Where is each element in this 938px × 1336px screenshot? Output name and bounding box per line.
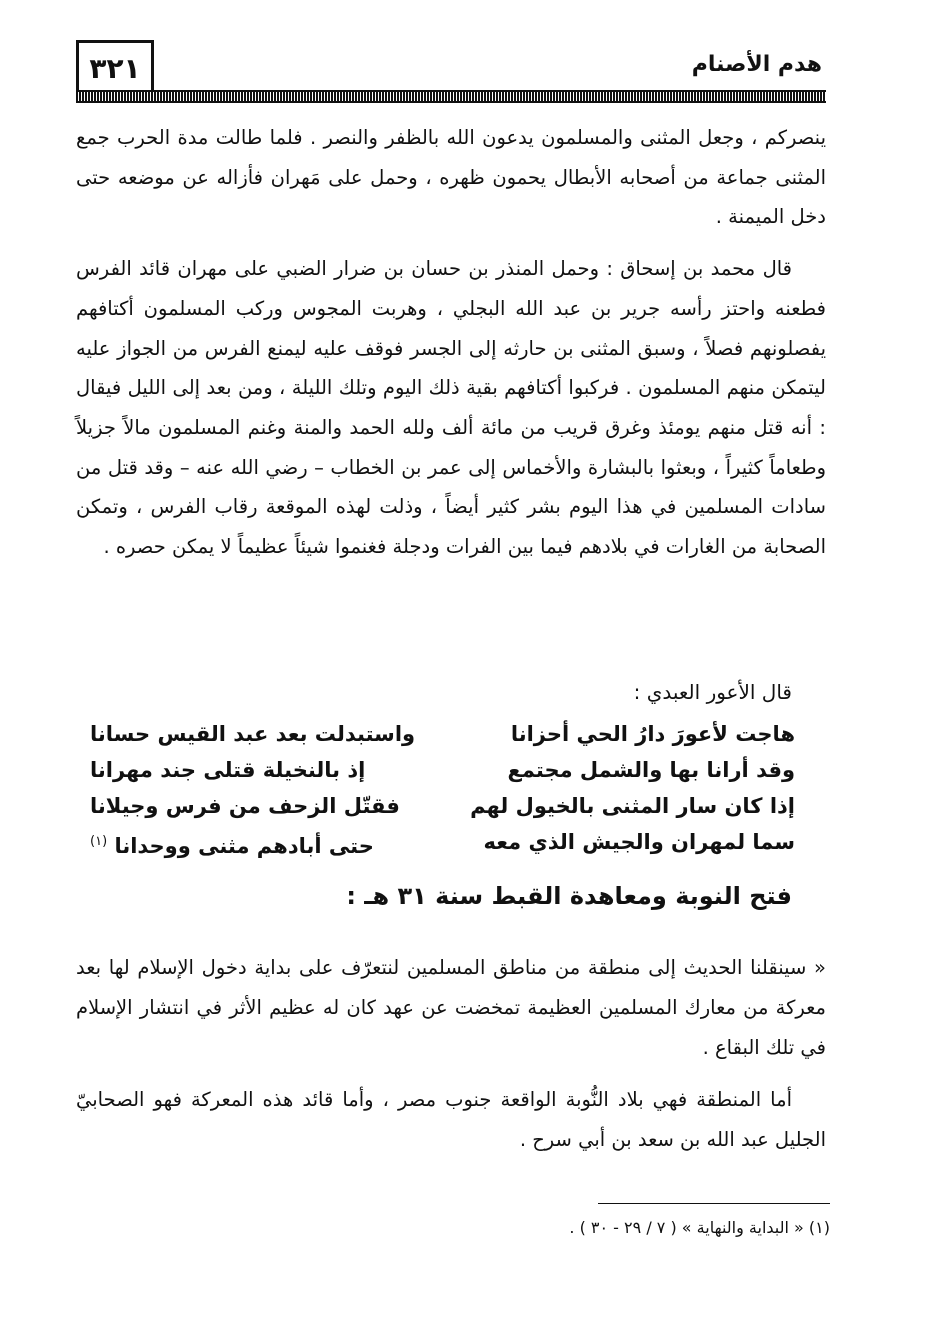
footnote: (١) « البداية والنهاية » ( ٧ / ٢٩ - ٣٠ ) . [569, 1218, 830, 1237]
verse-first-hemistich: إذا كان سار المثنى بالخيول لهم [470, 794, 795, 818]
running-title: هدم الأصنام [691, 52, 822, 77]
footnote-rule [598, 1203, 830, 1204]
verse-second-hemistich: واستبدلت بعد عبد القيس حسانا [90, 722, 416, 746]
paragraph: أما المنطقة فهي بلاد النُّوبة الواقعة جنوب مصر ، وأما قائد هذه المعركة فهو الصحابيّ الجليل عبد الله بن سعد بن أبي سرح . [76, 1088, 826, 1151]
header-rule [76, 90, 826, 103]
verse-first-hemistich: وقد أرانا بها والشمل مجتمع [507, 758, 795, 782]
verse-text: حتى أبادهم مثنى ووحدانا [114, 834, 374, 858]
page-header [76, 40, 826, 102]
verse-second-hemistich [90, 824, 374, 860]
poem-verse [90, 752, 795, 788]
page-number: ٣٢١ [76, 40, 154, 93]
verse-first-hemistich: سما لمهران والجيش الذي معه [483, 830, 795, 854]
verse-second-hemistich: إذ بالنخيلة قتلى جند مهرانا [90, 758, 366, 782]
poem [90, 716, 795, 860]
section-heading: فتح النوبة ومعاهدة القبط سنة ٣١ هـ : [346, 882, 792, 910]
verse-second-hemistich: فقتّل الزحف من فرس وجيلانا [90, 794, 400, 818]
poem-verse [90, 824, 795, 860]
paragraph: ينصركم ، وجعل المثنى والمسلمون يدعون الله بالظفر والنصر . فلما طالت مدة الحرب جمع المثنى جماعة من أصحابه الأبطال يحمون ظهره ، وحمل على مَهران فأزاله عن موضعه حتى دخل الميمنة . [76, 126, 826, 229]
verse-first-hemistich: هاجت لأعورَ دارُ الحي أحزانا [510, 722, 795, 746]
poem-verse [90, 716, 795, 752]
poem-intro: قال الأعور العبدي : [633, 680, 792, 704]
paragraph: قال محمد بن إسحاق : وحمل المنذر بن حسان بن ضرار الضبي على مهران قائد الفرس فطعنه واحتز رأسه جرير بن عبد الله البجلي ، وهربت المجوس وركب المسلمون أكتافهم يفصلونهم فصلاً ، وسبق المثنى بن حارثه إلى الجسر فوقف عليه ليمنع الفرس من الجواز عليه ليتمكن منهم المسلمون . فركبوا أكتافهم بقية ذلك اليوم وتلك الليلة ، ومن بعد إلى الليل فيقال : أنه قتل منهم يومئذ وغرق قريب من مائة ألف ولله الحمد والمنة وغنم المسلمون مالاً جزيلاً وطعاماً كثيراً ، وبعثوا بالبشارة والأخماس إلى عمر بن الخطاب – رضي الله عنه – وقد قتل من سادات المسلمين في هذا اليوم بشر كثير أيضاً ، وذلت لهذه الموقعة رقاب الفرس ، وتمكن الصحابة من الغارات في بلادهم فيما بين الفرات ودجلة فغنموا شيئاً عظيماً لا يمكن حصره . [76, 257, 826, 559]
paragraph: « سينقلنا الحديث إلى منطقة من مناطق المسلمين لنتعرّف على بداية دخول الإسلام لها بعد معركة من معارك المسلمين العظيمة تمخضت عن عهد كان له عظيم الأثر في انتشار الإسلام في تلك البقاع . [76, 956, 826, 1059]
poem-verse [90, 788, 795, 824]
body-text-bottom [76, 948, 826, 1160]
body-text-top [76, 118, 826, 567]
footnote-marker: (١) [90, 834, 108, 849]
